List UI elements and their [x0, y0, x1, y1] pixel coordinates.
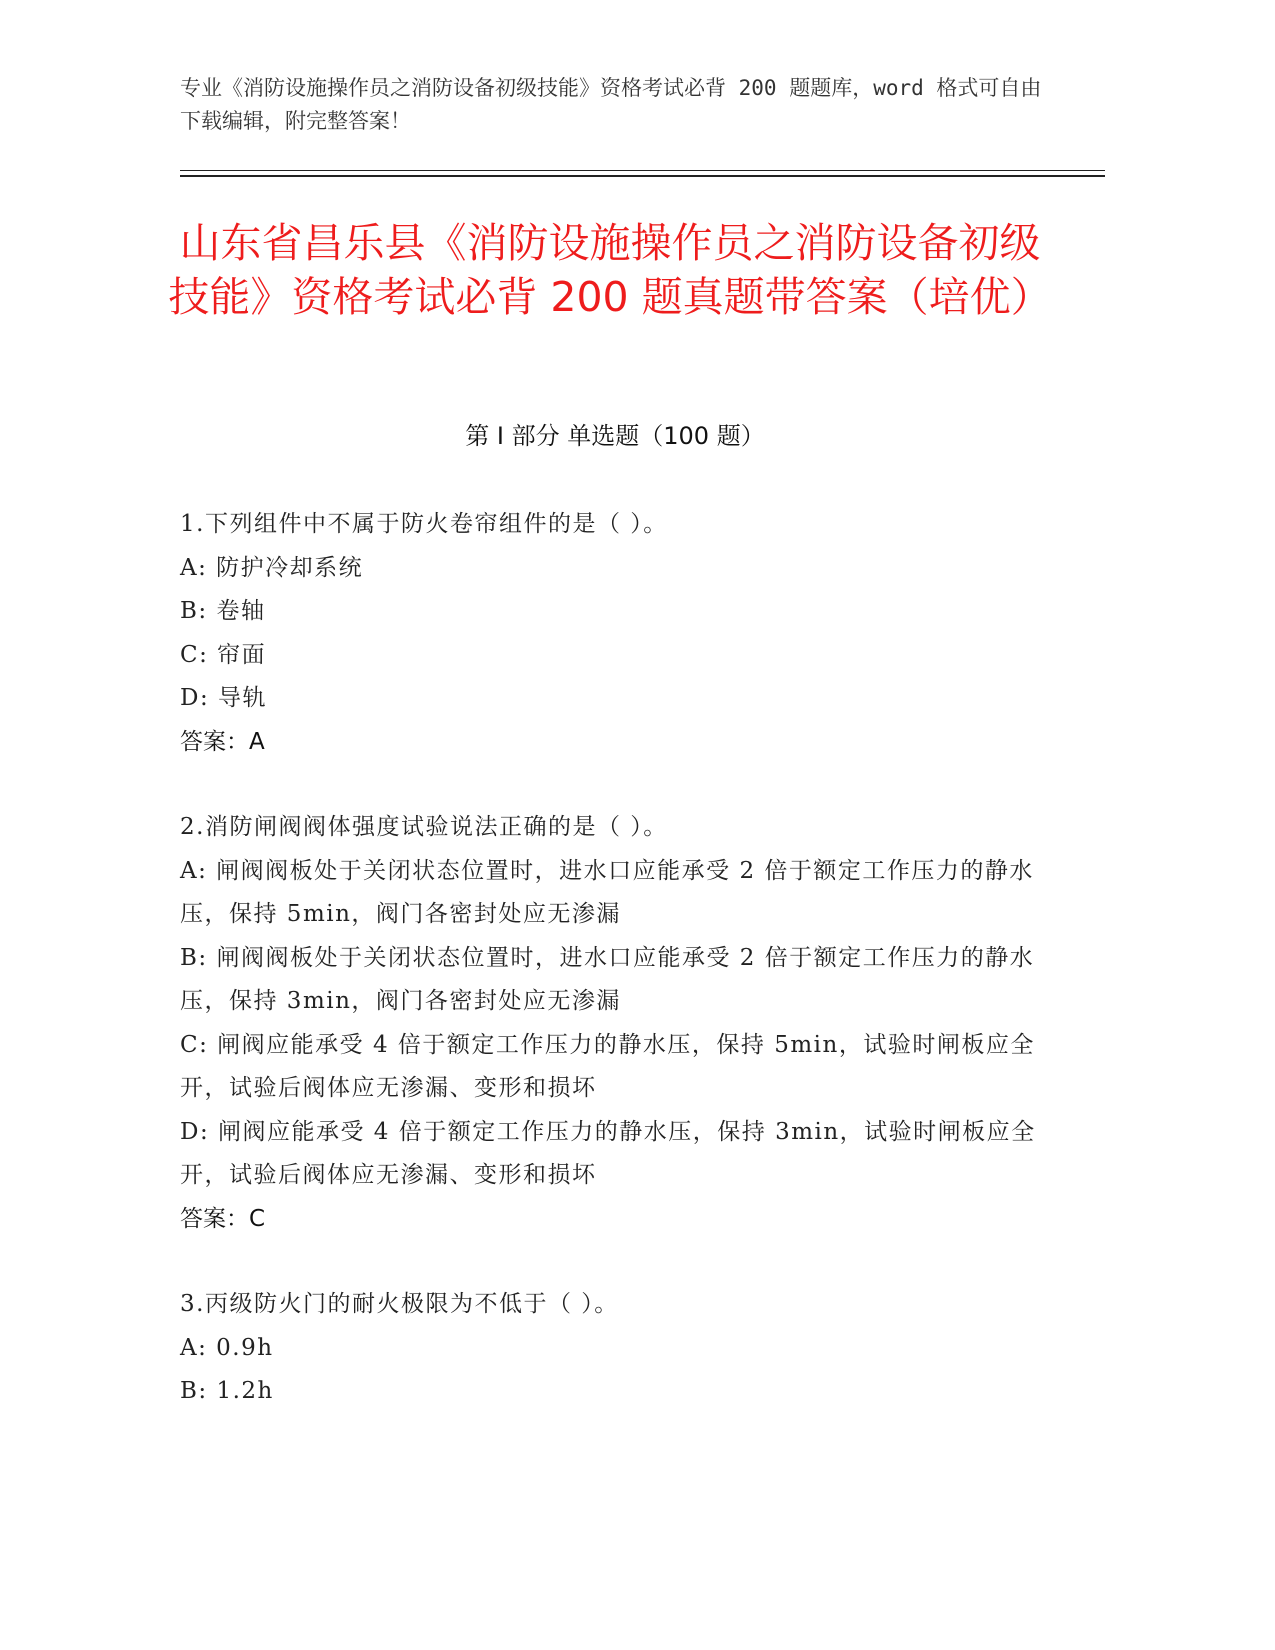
question-1 — [180, 503, 1050, 764]
document-title: 山东省昌乐县《消防设施操作员之消防设备初级技能》资格考试必背 200 题真题带答案（培优） — [168, 219, 1052, 321]
option-a: A: 闸阀阀板处于关闭状态位置时，进水口应能承受 2 倍于额定工作压力的静水压，保持 5min，阀门各密封处应无渗漏 — [180, 857, 1034, 927]
option-b: B: 卷轴 — [180, 598, 266, 624]
intro-text: 专业《消防设施操作员之消防设备初级技能》资格考试必背 200 题题库，word 格式可自由下载编辑，附完整答案！ — [180, 76, 1042, 133]
option-d: D: 导轨 — [180, 685, 268, 711]
question-3 — [180, 1283, 1050, 1414]
question-list — [180, 503, 1050, 1456]
answer-line: 答案：A — [180, 728, 265, 755]
answer-line: 答案：C — [180, 1205, 266, 1232]
option-c: C: 闸阀应能承受 4 倍于额定工作压力的静水压，保持 5min，试验时闸板应全开，试验后阀体应无渗漏、变形和损坏 — [180, 1031, 1035, 1101]
option-b: B: 闸阀阀板处于关闭状态位置时，进水口应能承受 2 倍于额定工作压力的静水压，保持 3min，阀门各密封处应无渗漏 — [180, 944, 1035, 1014]
section-heading: 第 I 部分 单选题（100 题） — [465, 422, 765, 450]
option-a: A: 防护冷却系统 — [180, 554, 364, 581]
question-stem: 1.下列组件中不属于防火卷帘组件的是（ ）。 — [180, 511, 668, 537]
question-2 — [180, 806, 1050, 1241]
option-d: D: 闸阀应能承受 4 倍于额定工作压力的静水压，保持 3min，试验时闸板应全开，试验后阀体应无渗漏、变形和损坏 — [180, 1118, 1036, 1188]
option-c: C: 帘面 — [180, 641, 267, 668]
question-stem: 3.丙级防火门的耐火极限为不低于（ ）。 — [180, 1291, 619, 1317]
option-b: B: 1.2h — [180, 1378, 274, 1404]
question-stem: 2.消防闸阀阀体强度试验说法正确的是（ ）。 — [180, 814, 668, 840]
header-divider-thin — [180, 170, 1105, 171]
option-a: A: 0.9h — [180, 1334, 274, 1361]
header-divider-thick — [180, 175, 1105, 177]
